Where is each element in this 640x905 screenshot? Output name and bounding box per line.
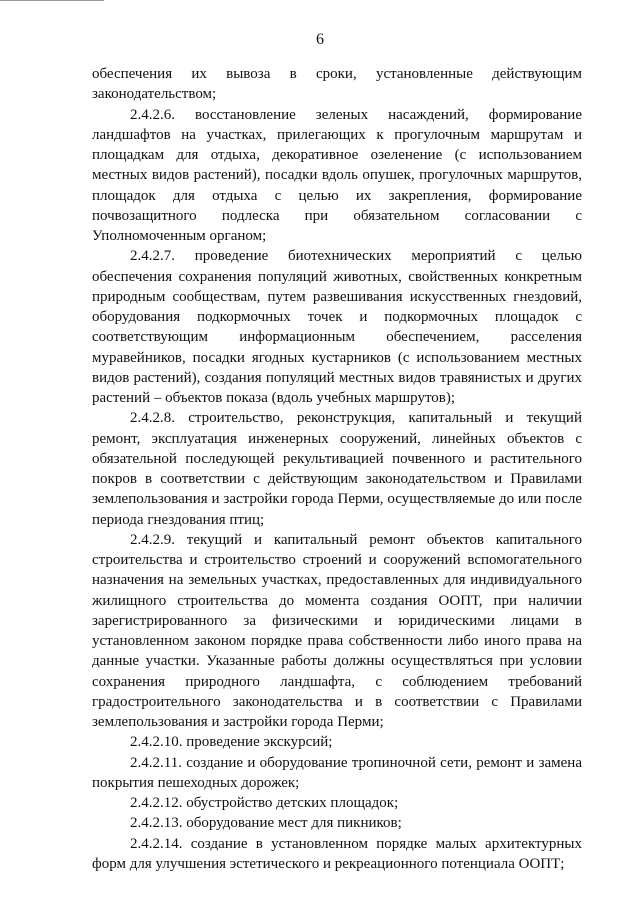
paragraph-2-4-2-10: 2.4.2.10. проведение экскурсий; [130, 734, 333, 751]
paragraph-2-4-2-6: 2.4.2.6. восстановление зеленых насаждений, формирование ландшафтов на участках, прилегающих к прогулочным маршрутам и площадкам для отдыха, декоративное озеленение (с использованием местных видов растений), посадки вдоль опушек, прогулочных маршрутов, площадок для отдыха с целью их закрепления, формирование почвозащитного подлеска при обязательном согласовании с Уполномоченным органом; [92, 106, 582, 244]
page-number: 6 [316, 31, 324, 48]
paragraph-continuation: обеспечения их вывоза в сроки, установленные действующим законодательством; [92, 66, 582, 103]
document-body [92, 64, 582, 874]
paragraph-2-4-2-13: 2.4.2.13. оборудование мест для пикников; [130, 815, 402, 832]
paragraph-2-4-2-14: 2.4.2.14. создание в установленном порядке малых архитектурных форм для улучшения эстетического и рекреационного потенциала ООПТ; [92, 835, 582, 872]
paragraph-2-4-2-12: 2.4.2.12. обустройство детских площадок; [130, 795, 399, 811]
top-edge-line [0, 0, 104, 1]
paragraph-2-4-2-7: 2.4.2.7. проведение биотехнических мероприятий с целью обеспечения сохранения популяций животных, свойственных конкретным природным сообществам, путем развешивания искусственных гнездовий, оборудования подкормочных точек и подкормочных площадок с соответствующим информационным обеспечением, расселения муравейников, посадки ягодных кустарников (с использованием местных видов растений), создания популяций местных видов травянистых и других растений – объектов показа (вдоль учебных маршрутов); [92, 248, 582, 406]
paragraph-2-4-2-11: 2.4.2.11. создание и оборудование тропиночной сети, ремонт и замена покрытия пешеходных дорожек; [92, 754, 582, 791]
paragraph-2-4-2-9: 2.4.2.9. текущий и капитальный ремонт объектов капитального строительства и строительство строений и сооружений вспомогательного назначения на земельных участках, предоставленных для индивидуального жилищного строительства до момента создания ООПТ, при наличии зарегистрированного за физическими и юридическими лицами в установленном законом порядке права собственности либо иного права на данные участки. Указанные работы должны осуществляться при условии сохранения природного ландшафта, с соблюдением требований градостроительного законодательства и в соответствии с Правилами землепользования и застройки города Перми; [92, 531, 582, 730]
paragraph-2-4-2-8: 2.4.2.8. строительство, реконструкция, капитальный и текущий ремонт, эксплуатация инженерных сооружений, линейных объектов с обязательной последующей рекультивацией почвенного и растительного покров в соответствии с действующим законодательством и Правилами землепользования и застройки города Перми, осуществляемые до или после периода гнездования птиц; [92, 410, 582, 528]
